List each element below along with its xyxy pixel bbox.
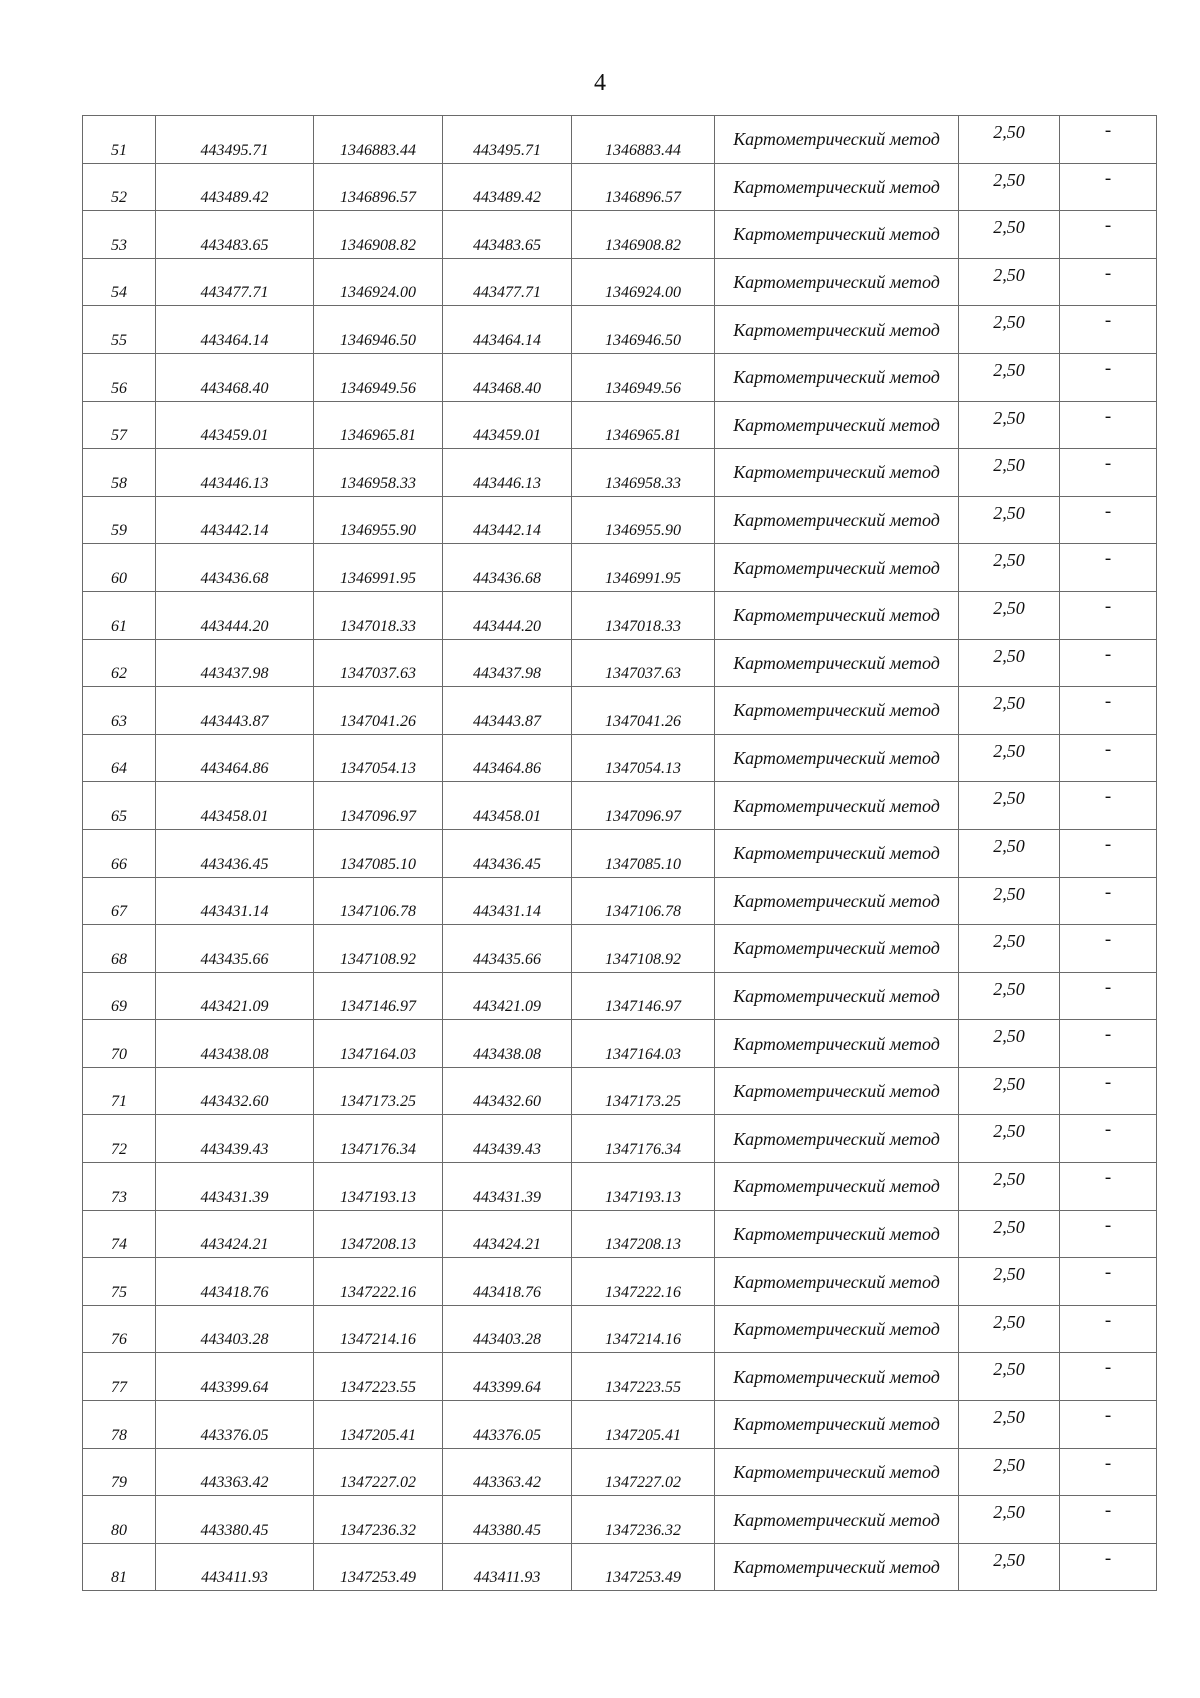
method-cell: Картометрический метод (715, 925, 959, 973)
existing-y-cell: 1346924.00 (314, 258, 443, 306)
table-row (83, 1353, 1157, 1401)
table-row (83, 1448, 1157, 1496)
method-cell: Картометрический метод (715, 782, 959, 830)
note-cell: - (1060, 1448, 1157, 1496)
precision-cell: 2,50 (959, 163, 1060, 211)
note-cell: - (1060, 1067, 1157, 1115)
note-cell: - (1060, 1496, 1157, 1544)
note-cell: - (1060, 116, 1157, 164)
note-cell: - (1060, 591, 1157, 639)
refined-x-cell: 443432.60 (443, 1067, 572, 1115)
refined-x-cell: 443438.08 (443, 1020, 572, 1068)
precision-cell: 2,50 (959, 1496, 1060, 1544)
note-cell: - (1060, 258, 1157, 306)
refined-x-cell: 443443.87 (443, 687, 572, 735)
note-cell: - (1060, 1115, 1157, 1163)
precision-cell: 2,50 (959, 734, 1060, 782)
refined-x-cell: 443380.45 (443, 1496, 572, 1544)
existing-y-cell: 1346991.95 (314, 544, 443, 592)
note-cell: - (1060, 972, 1157, 1020)
note-cell: - (1060, 306, 1157, 354)
note-cell: - (1060, 1020, 1157, 1068)
refined-x-cell: 443439.43 (443, 1115, 572, 1163)
precision-cell: 2,50 (959, 1448, 1060, 1496)
point-number-cell: 67 (83, 877, 156, 925)
refined-y-cell: 1347193.13 (572, 1163, 715, 1211)
point-number-cell: 80 (83, 1496, 156, 1544)
refined-x-cell: 443399.64 (443, 1353, 572, 1401)
refined-x-cell: 443464.86 (443, 734, 572, 782)
note-cell: - (1060, 829, 1157, 877)
precision-cell: 2,50 (959, 116, 1060, 164)
table-row (83, 211, 1157, 259)
existing-x-cell: 443418.76 (156, 1258, 314, 1306)
existing-y-cell: 1347253.49 (314, 1543, 443, 1591)
method-cell: Картометрический метод (715, 734, 959, 782)
point-number-cell: 56 (83, 353, 156, 401)
existing-x-cell: 443421.09 (156, 972, 314, 1020)
refined-y-cell: 1347214.16 (572, 1305, 715, 1353)
point-number-cell: 70 (83, 1020, 156, 1068)
note-cell: - (1060, 1210, 1157, 1258)
table-row (83, 401, 1157, 449)
precision-cell: 2,50 (959, 1305, 1060, 1353)
method-cell: Картометрический метод (715, 1115, 959, 1163)
point-number-cell: 79 (83, 1448, 156, 1496)
existing-x-cell: 443442.14 (156, 496, 314, 544)
coordinates-table (82, 115, 1157, 1591)
precision-cell: 2,50 (959, 1115, 1060, 1163)
existing-x-cell: 443424.21 (156, 1210, 314, 1258)
existing-y-cell: 1347108.92 (314, 925, 443, 973)
point-number-cell: 68 (83, 925, 156, 973)
table-row (83, 1496, 1157, 1544)
existing-y-cell: 1347164.03 (314, 1020, 443, 1068)
existing-y-cell: 1347085.10 (314, 829, 443, 877)
table-row (83, 687, 1157, 735)
refined-x-cell: 443424.21 (443, 1210, 572, 1258)
refined-y-cell: 1347146.97 (572, 972, 715, 1020)
existing-x-cell: 443464.86 (156, 734, 314, 782)
refined-y-cell: 1346946.50 (572, 306, 715, 354)
precision-cell: 2,50 (959, 591, 1060, 639)
refined-x-cell: 443411.93 (443, 1543, 572, 1591)
table-row (83, 544, 1157, 592)
point-number-cell: 81 (83, 1543, 156, 1591)
refined-x-cell: 443376.05 (443, 1401, 572, 1449)
existing-x-cell: 443380.45 (156, 1496, 314, 1544)
method-cell: Картометрический метод (715, 877, 959, 925)
point-number-cell: 60 (83, 544, 156, 592)
point-number-cell: 66 (83, 829, 156, 877)
table-row (83, 1115, 1157, 1163)
existing-y-cell: 1346949.56 (314, 353, 443, 401)
precision-cell: 2,50 (959, 1353, 1060, 1401)
refined-x-cell: 443489.42 (443, 163, 572, 211)
existing-y-cell: 1347205.41 (314, 1401, 443, 1449)
refined-y-cell: 1346883.44 (572, 116, 715, 164)
refined-x-cell: 443477.71 (443, 258, 572, 306)
table-row (83, 639, 1157, 687)
table-row (83, 163, 1157, 211)
refined-y-cell: 1347227.02 (572, 1448, 715, 1496)
point-number-cell: 72 (83, 1115, 156, 1163)
table-row (83, 1258, 1157, 1306)
method-cell: Картометрический метод (715, 1496, 959, 1544)
existing-x-cell: 443495.71 (156, 116, 314, 164)
existing-x-cell: 443363.42 (156, 1448, 314, 1496)
refined-y-cell: 1346924.00 (572, 258, 715, 306)
refined-x-cell: 443442.14 (443, 496, 572, 544)
note-cell: - (1060, 353, 1157, 401)
table-row (83, 496, 1157, 544)
precision-cell: 2,50 (959, 1210, 1060, 1258)
refined-y-cell: 1347037.63 (572, 639, 715, 687)
point-number-cell: 77 (83, 1353, 156, 1401)
precision-cell: 2,50 (959, 925, 1060, 973)
point-number-cell: 65 (83, 782, 156, 830)
existing-y-cell: 1346896.57 (314, 163, 443, 211)
existing-y-cell: 1347037.63 (314, 639, 443, 687)
table-row (83, 972, 1157, 1020)
existing-y-cell: 1347146.97 (314, 972, 443, 1020)
refined-y-cell: 1347164.03 (572, 1020, 715, 1068)
note-cell: - (1060, 163, 1157, 211)
refined-x-cell: 443468.40 (443, 353, 572, 401)
precision-cell: 2,50 (959, 401, 1060, 449)
point-number-cell: 73 (83, 1163, 156, 1211)
existing-x-cell: 443437.98 (156, 639, 314, 687)
method-cell: Картометрический метод (715, 401, 959, 449)
refined-y-cell: 1346991.95 (572, 544, 715, 592)
existing-x-cell: 443436.45 (156, 829, 314, 877)
point-number-cell: 71 (83, 1067, 156, 1115)
refined-x-cell: 443446.13 (443, 449, 572, 497)
method-cell: Картометрический метод (715, 116, 959, 164)
refined-y-cell: 1347041.26 (572, 687, 715, 735)
method-cell: Картометрический метод (715, 306, 959, 354)
precision-cell: 2,50 (959, 1020, 1060, 1068)
existing-y-cell: 1346908.82 (314, 211, 443, 259)
existing-y-cell: 1347106.78 (314, 877, 443, 925)
refined-y-cell: 1346949.56 (572, 353, 715, 401)
method-cell: Картометрический метод (715, 1353, 959, 1401)
table-row (83, 1543, 1157, 1591)
method-cell: Картометрический метод (715, 544, 959, 592)
refined-x-cell: 443431.14 (443, 877, 572, 925)
method-cell: Картометрический метод (715, 211, 959, 259)
table-row (83, 734, 1157, 782)
existing-y-cell: 1346883.44 (314, 116, 443, 164)
table-row (83, 353, 1157, 401)
note-cell: - (1060, 544, 1157, 592)
existing-y-cell: 1347208.13 (314, 1210, 443, 1258)
precision-cell: 2,50 (959, 877, 1060, 925)
existing-y-cell: 1347193.13 (314, 1163, 443, 1211)
refined-x-cell: 443459.01 (443, 401, 572, 449)
refined-y-cell: 1347176.34 (572, 1115, 715, 1163)
refined-y-cell: 1346958.33 (572, 449, 715, 497)
refined-x-cell: 443363.42 (443, 1448, 572, 1496)
existing-x-cell: 443489.42 (156, 163, 314, 211)
point-number-cell: 76 (83, 1305, 156, 1353)
point-number-cell: 53 (83, 211, 156, 259)
existing-x-cell: 443443.87 (156, 687, 314, 735)
note-cell: - (1060, 1305, 1157, 1353)
existing-x-cell: 443477.71 (156, 258, 314, 306)
point-number-cell: 64 (83, 734, 156, 782)
refined-x-cell: 443464.14 (443, 306, 572, 354)
point-number-cell: 59 (83, 496, 156, 544)
table-row (83, 306, 1157, 354)
refined-x-cell: 443421.09 (443, 972, 572, 1020)
note-cell: - (1060, 1163, 1157, 1211)
method-cell: Картометрический метод (715, 1448, 959, 1496)
note-cell: - (1060, 1258, 1157, 1306)
refined-x-cell: 443431.39 (443, 1163, 572, 1211)
method-cell: Картометрический метод (715, 1163, 959, 1211)
precision-cell: 2,50 (959, 353, 1060, 401)
method-cell: Картометрический метод (715, 829, 959, 877)
precision-cell: 2,50 (959, 829, 1060, 877)
refined-x-cell: 443495.71 (443, 116, 572, 164)
existing-x-cell: 443432.60 (156, 1067, 314, 1115)
note-cell: - (1060, 401, 1157, 449)
existing-x-cell: 443436.68 (156, 544, 314, 592)
refined-y-cell: 1347173.25 (572, 1067, 715, 1115)
precision-cell: 2,50 (959, 1543, 1060, 1591)
existing-y-cell: 1347222.16 (314, 1258, 443, 1306)
method-cell: Картометрический метод (715, 449, 959, 497)
table-row (83, 1305, 1157, 1353)
refined-y-cell: 1347205.41 (572, 1401, 715, 1449)
method-cell: Картометрический метод (715, 591, 959, 639)
refined-y-cell: 1346896.57 (572, 163, 715, 211)
existing-y-cell: 1347054.13 (314, 734, 443, 782)
point-number-cell: 58 (83, 449, 156, 497)
refined-y-cell: 1347018.33 (572, 591, 715, 639)
method-cell: Картометрический метод (715, 496, 959, 544)
refined-y-cell: 1347223.55 (572, 1353, 715, 1401)
existing-x-cell: 443468.40 (156, 353, 314, 401)
existing-y-cell: 1347227.02 (314, 1448, 443, 1496)
existing-y-cell: 1346965.81 (314, 401, 443, 449)
refined-x-cell: 443444.20 (443, 591, 572, 639)
refined-x-cell: 443458.01 (443, 782, 572, 830)
existing-y-cell: 1347176.34 (314, 1115, 443, 1163)
method-cell: Картометрический метод (715, 258, 959, 306)
point-number-cell: 78 (83, 1401, 156, 1449)
method-cell: Картометрический метод (715, 972, 959, 1020)
existing-x-cell: 443435.66 (156, 925, 314, 973)
coordinates-table-body (83, 116, 1157, 1591)
refined-y-cell: 1347085.10 (572, 829, 715, 877)
existing-y-cell: 1346955.90 (314, 496, 443, 544)
refined-x-cell: 443436.68 (443, 544, 572, 592)
refined-y-cell: 1346955.90 (572, 496, 715, 544)
table-row (83, 1163, 1157, 1211)
existing-y-cell: 1347173.25 (314, 1067, 443, 1115)
precision-cell: 2,50 (959, 1258, 1060, 1306)
precision-cell: 2,50 (959, 782, 1060, 830)
precision-cell: 2,50 (959, 972, 1060, 1020)
existing-y-cell: 1346946.50 (314, 306, 443, 354)
existing-y-cell: 1347214.16 (314, 1305, 443, 1353)
table-row (83, 591, 1157, 639)
precision-cell: 2,50 (959, 496, 1060, 544)
refined-y-cell: 1347253.49 (572, 1543, 715, 1591)
table-row (83, 116, 1157, 164)
refined-x-cell: 443483.65 (443, 211, 572, 259)
point-number-cell: 74 (83, 1210, 156, 1258)
point-number-cell: 61 (83, 591, 156, 639)
point-number-cell: 62 (83, 639, 156, 687)
precision-cell: 2,50 (959, 449, 1060, 497)
method-cell: Картометрический метод (715, 353, 959, 401)
note-cell: - (1060, 877, 1157, 925)
table-row (83, 1401, 1157, 1449)
note-cell: - (1060, 687, 1157, 735)
refined-y-cell: 1347222.16 (572, 1258, 715, 1306)
existing-y-cell: 1347018.33 (314, 591, 443, 639)
table-row (83, 449, 1157, 497)
point-number-cell: 55 (83, 306, 156, 354)
refined-x-cell: 443418.76 (443, 1258, 572, 1306)
note-cell: - (1060, 1401, 1157, 1449)
existing-x-cell: 443399.64 (156, 1353, 314, 1401)
existing-x-cell: 443444.20 (156, 591, 314, 639)
table-row (83, 877, 1157, 925)
existing-x-cell: 443431.39 (156, 1163, 314, 1211)
point-number-cell: 63 (83, 687, 156, 735)
existing-x-cell: 443403.28 (156, 1305, 314, 1353)
note-cell: - (1060, 1543, 1157, 1591)
table-row (83, 782, 1157, 830)
refined-y-cell: 1347054.13 (572, 734, 715, 782)
method-cell: Картометрический метод (715, 1067, 959, 1115)
table-row (83, 1020, 1157, 1068)
point-number-cell: 69 (83, 972, 156, 1020)
refined-y-cell: 1346965.81 (572, 401, 715, 449)
method-cell: Картометрический метод (715, 639, 959, 687)
table-row (83, 1067, 1157, 1115)
method-cell: Картометрический метод (715, 163, 959, 211)
method-cell: Картометрический метод (715, 1210, 959, 1258)
refined-y-cell: 1347108.92 (572, 925, 715, 973)
note-cell: - (1060, 449, 1157, 497)
refined-y-cell: 1347236.32 (572, 1496, 715, 1544)
method-cell: Картометрический метод (715, 1305, 959, 1353)
existing-x-cell: 443431.14 (156, 877, 314, 925)
precision-cell: 2,50 (959, 1401, 1060, 1449)
refined-x-cell: 443403.28 (443, 1305, 572, 1353)
table-row (83, 829, 1157, 877)
existing-y-cell: 1347096.97 (314, 782, 443, 830)
refined-x-cell: 443436.45 (443, 829, 572, 877)
precision-cell: 2,50 (959, 639, 1060, 687)
note-cell: - (1060, 496, 1157, 544)
precision-cell: 2,50 (959, 1163, 1060, 1211)
refined-y-cell: 1347106.78 (572, 877, 715, 925)
precision-cell: 2,50 (959, 306, 1060, 354)
existing-x-cell: 443439.43 (156, 1115, 314, 1163)
point-number-cell: 75 (83, 1258, 156, 1306)
existing-x-cell: 443438.08 (156, 1020, 314, 1068)
note-cell: - (1060, 925, 1157, 973)
point-number-cell: 51 (83, 116, 156, 164)
note-cell: - (1060, 1353, 1157, 1401)
refined-y-cell: 1346908.82 (572, 211, 715, 259)
table-row (83, 1210, 1157, 1258)
refined-y-cell: 1347096.97 (572, 782, 715, 830)
existing-x-cell: 443446.13 (156, 449, 314, 497)
method-cell: Картометрический метод (715, 1543, 959, 1591)
point-number-cell: 52 (83, 163, 156, 211)
existing-x-cell: 443376.05 (156, 1401, 314, 1449)
refined-x-cell: 443437.98 (443, 639, 572, 687)
refined-x-cell: 443435.66 (443, 925, 572, 973)
existing-x-cell: 443458.01 (156, 782, 314, 830)
page-number: 4 (594, 70, 606, 96)
precision-cell: 2,50 (959, 1067, 1060, 1115)
method-cell: Картометрический метод (715, 687, 959, 735)
precision-cell: 2,50 (959, 258, 1060, 306)
existing-y-cell: 1347236.32 (314, 1496, 443, 1544)
note-cell: - (1060, 639, 1157, 687)
note-cell: - (1060, 734, 1157, 782)
note-cell: - (1060, 211, 1157, 259)
existing-y-cell: 1347041.26 (314, 687, 443, 735)
precision-cell: 2,50 (959, 211, 1060, 259)
point-number-cell: 57 (83, 401, 156, 449)
note-cell: - (1060, 782, 1157, 830)
existing-x-cell: 443483.65 (156, 211, 314, 259)
existing-x-cell: 443411.93 (156, 1543, 314, 1591)
point-number-cell: 54 (83, 258, 156, 306)
refined-y-cell: 1347208.13 (572, 1210, 715, 1258)
method-cell: Картометрический метод (715, 1258, 959, 1306)
precision-cell: 2,50 (959, 687, 1060, 735)
table-row (83, 258, 1157, 306)
existing-y-cell: 1347223.55 (314, 1353, 443, 1401)
table-row (83, 925, 1157, 973)
method-cell: Картометрический метод (715, 1020, 959, 1068)
existing-x-cell: 443459.01 (156, 401, 314, 449)
existing-x-cell: 443464.14 (156, 306, 314, 354)
precision-cell: 2,50 (959, 544, 1060, 592)
method-cell: Картометрический метод (715, 1401, 959, 1449)
existing-y-cell: 1346958.33 (314, 449, 443, 497)
